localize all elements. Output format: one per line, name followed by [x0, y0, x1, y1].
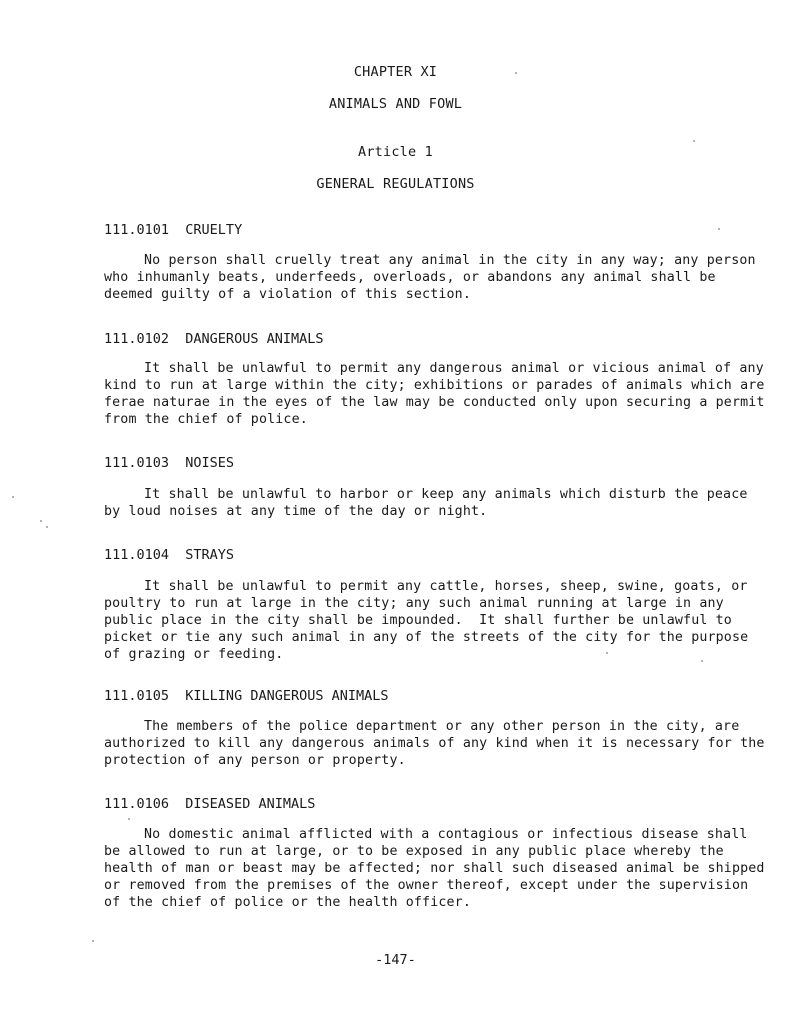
section-title: DISEASED ANIMALS: [185, 796, 316, 812]
body-line: public place in the city shall be impounded. It shall further be unlawful to: [104, 613, 732, 628]
scan-speck: [92, 940, 94, 942]
scan-speck: [693, 140, 695, 142]
body-line: The members of the police department or any other person in the city, are: [144, 719, 740, 734]
body-line: deemed guilty of a violation of this section.: [104, 287, 471, 302]
section-body: [104, 578, 749, 663]
body-line: health of man or beast may be affected; nor shall such diseased animal be shipped: [104, 861, 765, 876]
body-line: be allowed to run at large, or to be exposed in any public place whereby the: [104, 844, 724, 859]
section-body: [104, 486, 748, 520]
article-title: GENERAL REGULATIONS: [316, 176, 475, 192]
section-heading: [104, 688, 389, 704]
section-number: 111.0103: [104, 455, 170, 471]
section-number: 111.0106: [104, 796, 170, 812]
section-body: [104, 826, 765, 911]
scan-speck: [718, 228, 720, 230]
section-title: KILLING DANGEROUS ANIMALS: [185, 688, 389, 704]
body-line: No person shall cruelly treat any animal in the city in any way; any person: [144, 253, 756, 268]
body-line: It shall be unlawful to permit any dangerous animal or vicious animal of any: [144, 361, 764, 376]
section-title: NOISES: [185, 455, 235, 471]
scan-speck: [701, 660, 703, 662]
section-body: [104, 360, 765, 428]
section-body: [104, 252, 756, 303]
body-line: from the chief of police.: [104, 412, 308, 427]
section-heading: [104, 796, 315, 812]
section-title: STRAYS: [185, 547, 235, 563]
scan-speck: [40, 520, 42, 522]
section-number: 111.0101: [104, 222, 170, 238]
section-heading: [104, 331, 323, 347]
section-heading: [104, 547, 234, 563]
scan-speck: [12, 496, 14, 498]
page-number: -147-: [375, 952, 416, 968]
body-line: kind to run at large within the city; exhibitions or parades of animals which are: [104, 378, 765, 393]
section-title: DANGEROUS ANIMALS: [185, 331, 324, 347]
body-line: or removed from the premises of the owner thereof, except under the supervision: [104, 878, 749, 893]
body-line: of the chief of police or the health officer.: [104, 895, 471, 910]
body-line: protection of any person or property.: [104, 753, 406, 768]
body-line: It shall be unlawful to harbor or keep any animals which disturb the peace: [144, 487, 748, 502]
chapter-title: ANIMALS AND FOWL: [328, 96, 463, 112]
body-line: poultry to run at large in the city; any such animal running at large in any: [104, 596, 724, 611]
section-heading: [104, 222, 242, 238]
section-number: 111.0105: [104, 688, 170, 704]
body-line: It shall be unlawful to permit any cattle, horses, sheep, swine, goats, or: [144, 579, 748, 594]
body-line: No domestic animal afflicted with a contagious or infectious disease shall: [144, 827, 748, 842]
scan-speck: [606, 652, 608, 654]
body-line: authorized to kill any dangerous animals of any kind when it is necessary for the: [104, 736, 765, 751]
section-title: CRUELTY: [185, 222, 243, 238]
chapter-number: CHAPTER XI: [353, 64, 438, 80]
body-line: who inhumanly beats, underfeeds, overloads, or abandons any animal shall be: [104, 270, 716, 285]
scan-speck: [515, 72, 517, 74]
scan-speck: [128, 818, 130, 820]
article-number: Article 1: [358, 144, 433, 160]
body-line: of grazing or feeding.: [104, 647, 284, 662]
section-heading: [104, 455, 234, 471]
body-line: by loud noises at any time of the day or night.: [104, 504, 488, 519]
section-body: [104, 718, 765, 769]
scan-speck: [46, 526, 48, 528]
section-number: 111.0102: [104, 331, 170, 347]
body-line: ferae naturae in the eyes of the law may be conducted only upon securing a permit: [104, 395, 765, 410]
body-line: picket or tie any such animal in any of the streets of the city for the purpose: [104, 630, 749, 645]
section-number: 111.0104: [104, 547, 170, 563]
